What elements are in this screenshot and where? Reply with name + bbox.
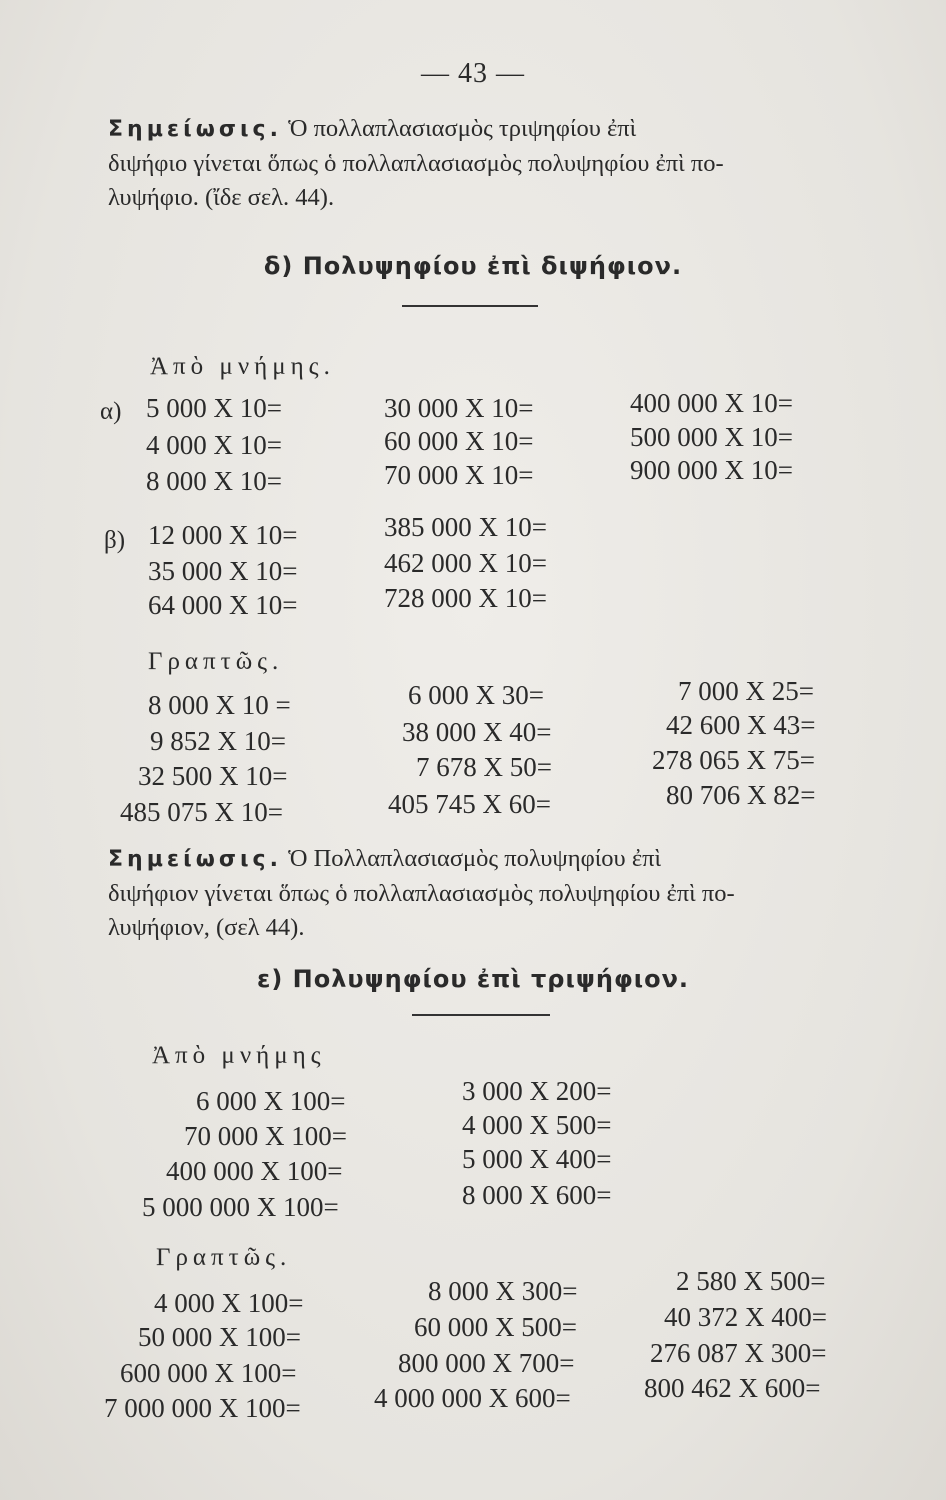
written-d-r3-c2: 7 678 X 50= (416, 752, 552, 782)
written-e-r3-c2: 800 000 X 700= (398, 1348, 575, 1378)
written-d-r1-c2: 6 000 X 30= (408, 680, 544, 710)
note-2-line-1: Ὁ Πολλαπλασιασμὸς πολυψηφίου ἐπὶ (288, 845, 662, 872)
group-b-r1-c1: 12 000 X 10= (148, 520, 298, 550)
page-number: — 43 — (421, 58, 525, 89)
section-d-heading: δ) Πολυψηφίου ἐπὶ διψήφιον. (263, 252, 683, 280)
written-d-r4-c1: 485 075 X 10= (120, 797, 283, 827)
mental-e-r2-c2: 4 000 X 500= (462, 1110, 612, 1140)
group-a-label: α) (100, 398, 122, 425)
written-d-r3-c3: 278 065 X 75= (652, 745, 815, 775)
group-a-r1-c3: 400 000 X 10= (630, 388, 793, 418)
note-2-line-2: διψήφιον γίνεται ὅπως ὁ πολλαπλασιασμὸς πολυψηφίου ἐπὶ πο- (108, 880, 735, 907)
written-d-r4-c3: 80 706 X 82= (666, 780, 816, 810)
note-1-line-3: λυψήφιο. (ἴδε σελ. 44). (108, 184, 335, 211)
note-2-line-3: λυψήφιον, (σελ 44). (108, 914, 305, 941)
written-e-r4-c1: 7 000 000 X 100= (104, 1393, 301, 1423)
written-e-r1-c3: 2 580 X 500= (676, 1266, 826, 1296)
mental-e-r1-c2: 3 000 X 200= (462, 1076, 612, 1106)
section-d-rule (402, 305, 538, 307)
section-d-written-label: Γραπτῶς. (148, 648, 284, 675)
written-d-r1-c1: 8 000 X 10 = (148, 690, 291, 720)
mental-e-r2-c1: 70 000 X 100= (184, 1121, 347, 1151)
written-e-r2-c1: 50 000 X 100= (138, 1322, 301, 1352)
group-a-r3-c3: 900 000 X 10= (630, 455, 793, 485)
note-2-label: Σημείωσις. (108, 847, 282, 872)
group-b-r1-c2: 385 000 X 10= (384, 512, 547, 542)
note-1-label: Σημείωσις. (108, 117, 282, 142)
group-a-r1-c1: 5 000 X 10= (146, 393, 282, 423)
group-a-r3-c1: 8 000 X 10= (146, 466, 282, 496)
written-e-r1-c1: 4 000 X 100= (154, 1288, 304, 1318)
written-d-r2-c3: 42 600 X 43= (666, 710, 816, 740)
group-a-r2-c3: 500 000 X 10= (630, 422, 793, 452)
group-b-label: β) (104, 527, 126, 554)
written-d-r2-c2: 38 000 X 40= (402, 717, 552, 747)
mental-e-r3-c1: 400 000 X 100= (166, 1156, 343, 1186)
group-a-r2-c1: 4 000 X 10= (146, 430, 282, 460)
mental-e-r3-c2: 5 000 X 400= (462, 1144, 612, 1174)
mental-e-r4-c2: 8 000 X 600= (462, 1180, 612, 1210)
written-e-r4-c3: 800 462 X 600= (644, 1373, 821, 1403)
written-e-r2-c3: 40 372 X 400= (664, 1302, 827, 1332)
group-b-r2-c1: 35 000 X 10= (148, 556, 298, 586)
section-e-heading: ε) Πολυψηφίου ἐπὶ τριψήφιον. (256, 965, 690, 993)
written-d-r4-c2: 405 745 X 60= (388, 789, 551, 819)
note-1 (108, 112, 868, 215)
written-e-r3-c3: 276 087 X 300= (650, 1338, 827, 1368)
mental-e-r4-c1: 5 000 000 X 100= (142, 1192, 339, 1222)
section-e-mental-label: Ἀπὸ μνήμης (152, 1042, 326, 1069)
note-1-line-2: διψήφιο γίνεται ὅπως ὁ πολλαπλασιασμὸς πολυψηφίου ἐπὶ πο- (108, 150, 724, 177)
group-b-r3-c1: 64 000 X 10= (148, 590, 298, 620)
written-e-r4-c2: 4 000 000 X 600= (374, 1383, 571, 1413)
group-a-r1-c2: 30 000 X 10= (384, 393, 534, 423)
section-e-rule (412, 1014, 550, 1016)
written-e-r1-c2: 8 000 X 300= (428, 1276, 578, 1306)
group-a-r2-c2: 60 000 X 10= (384, 426, 534, 456)
section-d-mental-label: Ἀπὸ μνήμης. (150, 353, 335, 380)
written-d-r1-c3: 7 000 X 25= (678, 676, 814, 706)
written-e-r3-c1: 600 000 X 100= (120, 1358, 297, 1388)
written-e-r2-c2: 60 000 X 500= (414, 1312, 577, 1342)
note-1-line-1: Ὁ πολλαπλασιασμὸς τριψηφίου ἐπὶ (288, 115, 637, 142)
mental-e-r1-c1: 6 000 X 100= (196, 1086, 346, 1116)
written-d-r3-c1: 32 500 X 10= (138, 761, 288, 791)
section-e-written-label: Γραπτῶς. (156, 1244, 292, 1271)
written-d-r2-c1: 9 852 X 10= (150, 726, 286, 756)
group-b-r2-c2: 462 000 X 10= (384, 548, 547, 578)
group-a-r3-c2: 70 000 X 10= (384, 460, 534, 490)
group-b-r3-c2: 728 000 X 10= (384, 583, 547, 613)
note-2 (108, 842, 868, 945)
